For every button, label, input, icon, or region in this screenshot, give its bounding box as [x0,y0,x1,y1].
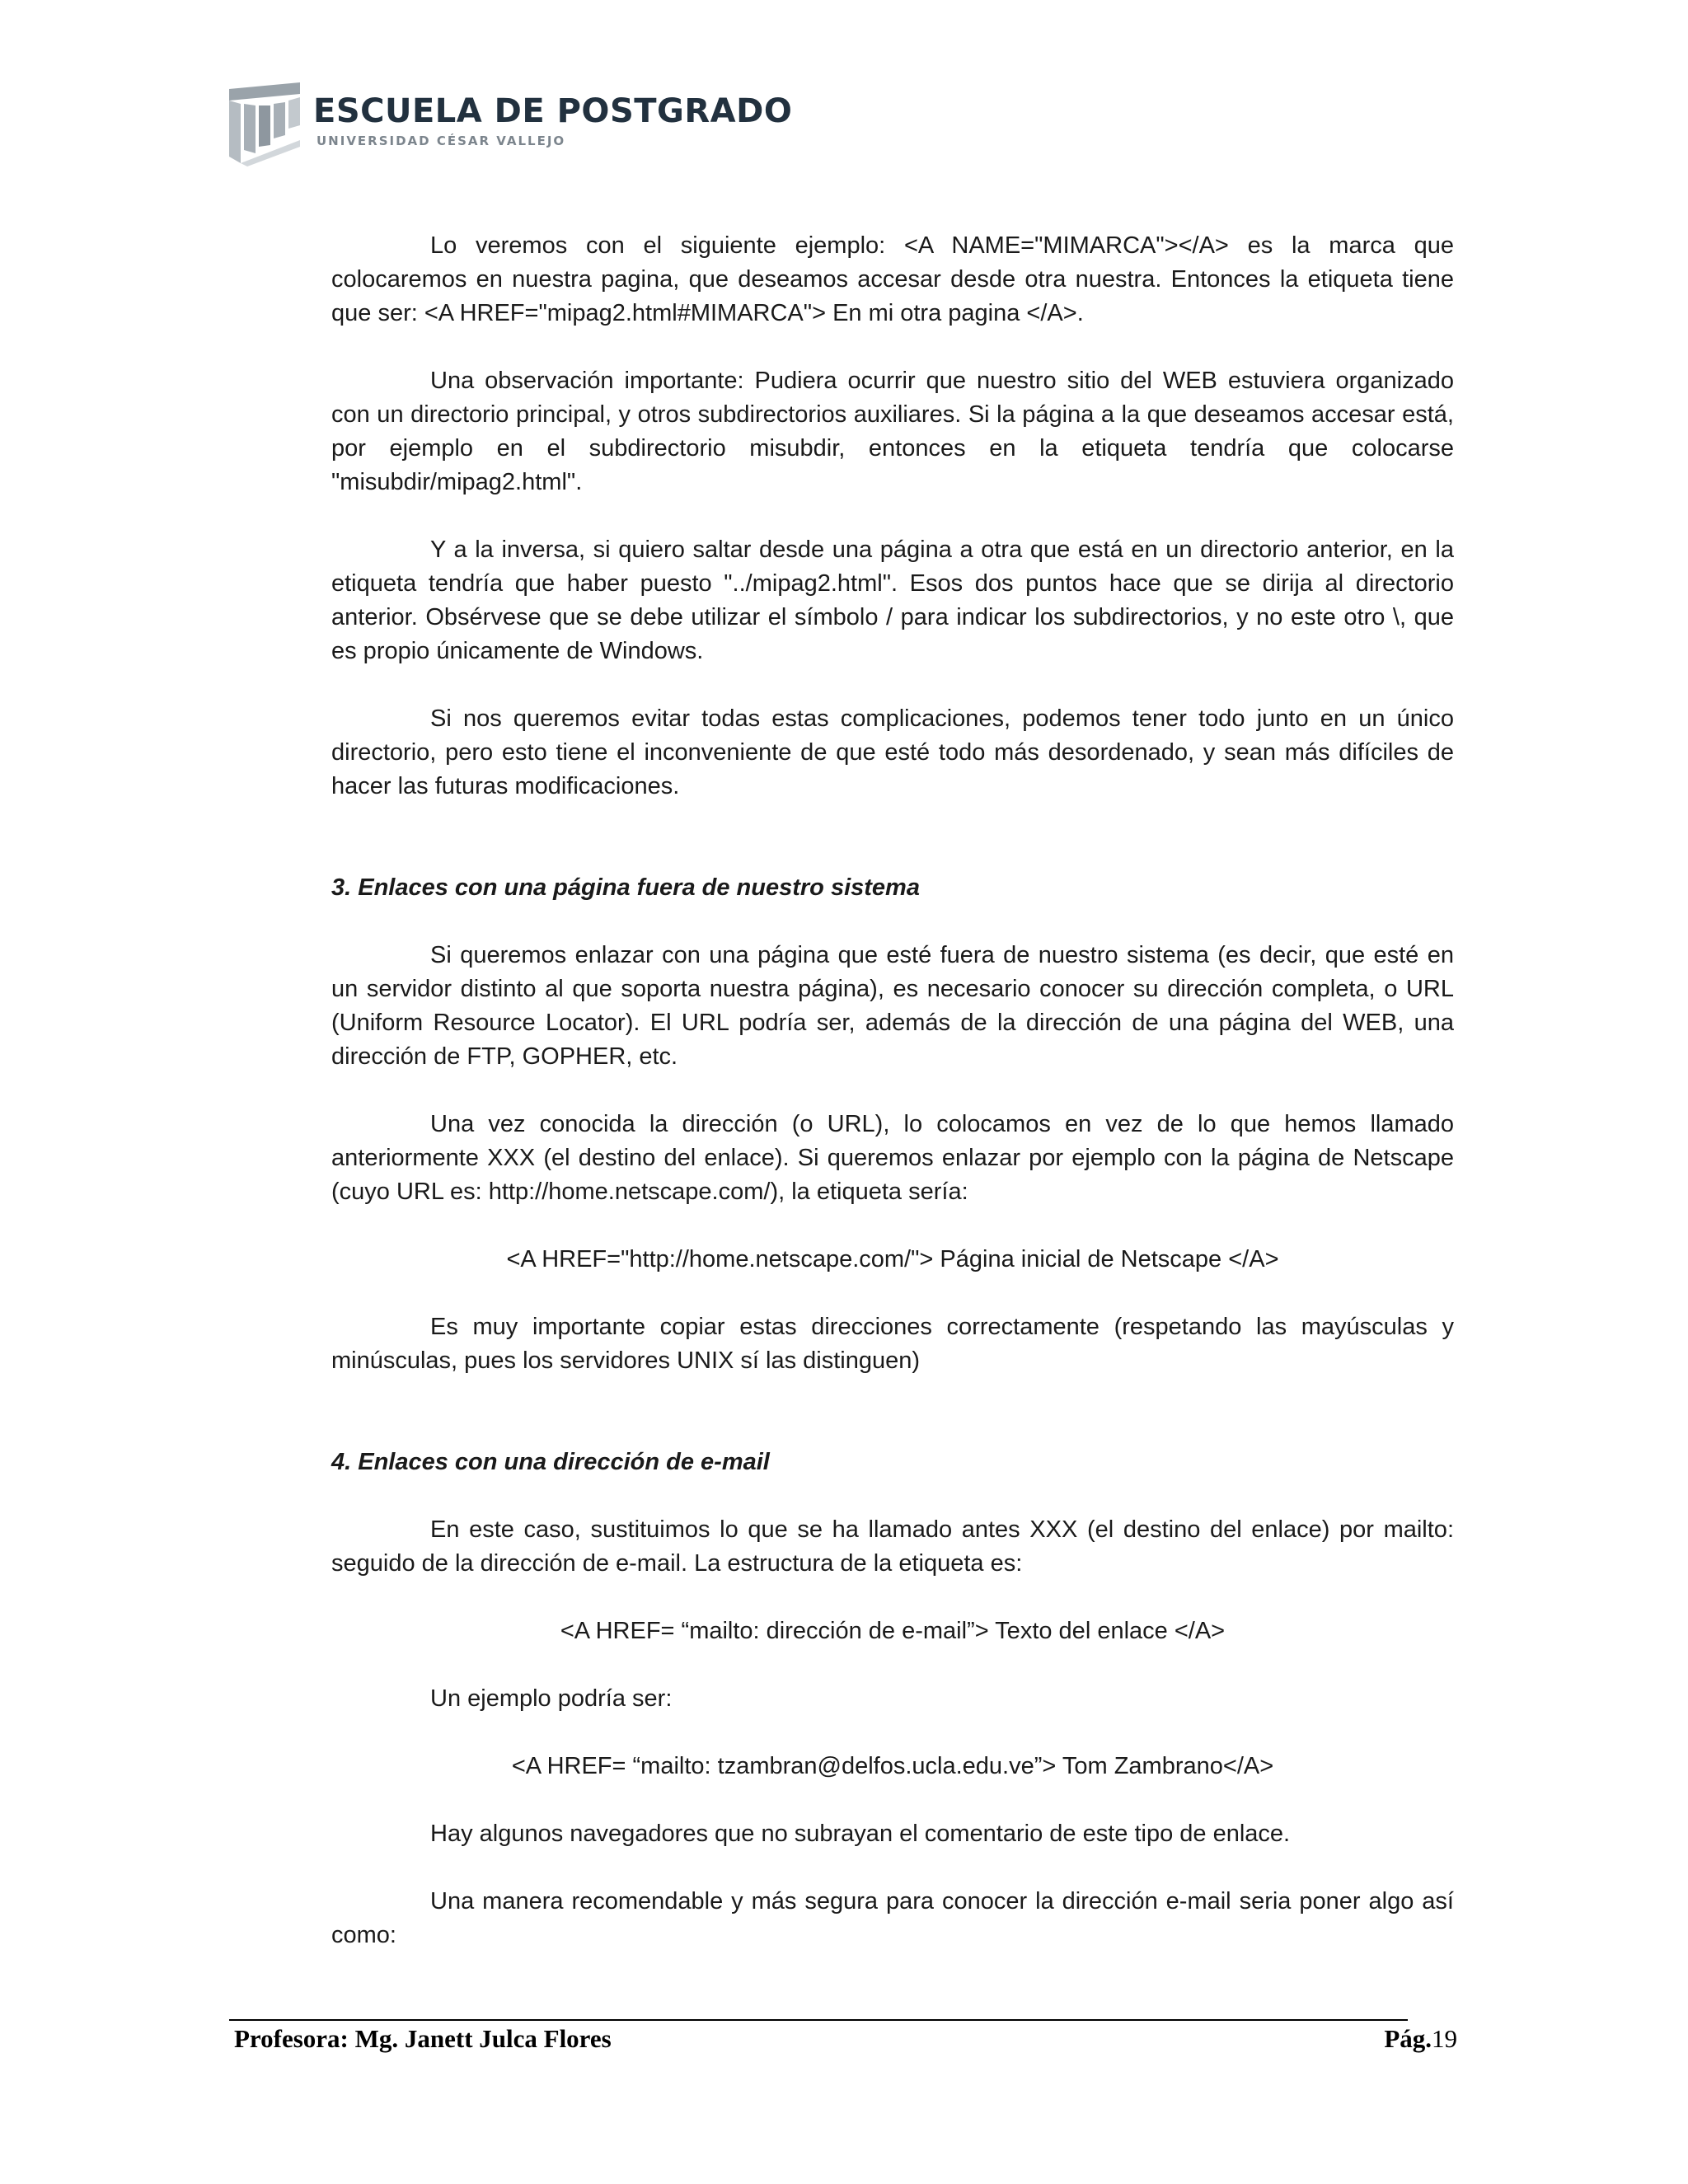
header-logo [224,79,793,170]
paragraph: Y a la inversa, si quiero saltar desde una página a otra que está en un directorio anterior, en la etiqueta tendría que haber puesto "../mipag2.html". Esos dos puntos hace que se dirija al directorio anterior. Obsérvese que se debe utilizar el símbolo / para indicar los subdirectorios, y no este otro \, que es propio únicamente de Windows. [331,537,1454,664]
code-example: <A HREF= “mailto: dirección de e-mail”> Texto del enlace </A> [560,1618,1226,1644]
paragraph: Un ejemplo podría ser: [430,1685,673,1712]
code-example: <A HREF="http://home.netscape.com/"> Página inicial de Netscape </A> [506,1246,1279,1272]
section-heading: 4. Enlaces con una dirección de e-mail [331,1449,770,1475]
page-number [1384,2024,1457,2054]
paragraph: Una observación importante: Pudiera ocurrir que nuestro sitio del WEB estuviera organizado con un directorio principal, y otros subdirectorios auxiliares. Si la página a la que deseamos accesar está, por ejemplo en el subdirectorio misubdir, entonces en la etiqueta tendría que colocarse "misubdir/mipag2.html". [331,368,1454,495]
footer-divider [229,2019,1408,2021]
paragraph: Lo veremos con el siguiente ejemplo: <A NAME="MIMARCA"></A> es la marca que colocaremos en nuestra pagina, que deseamos accesar desde otra nuestra. Entonces la etiqueta tiene que ser: <A HREF="mipag2.html#MIMARCA"> En mi otra pagina </A>. [331,232,1454,326]
paragraph: Es muy importante copiar estas direcciones correctamente (respetando las mayúsculas y minúsculas, pues los servidores UNIX sí las distinguen) [331,1314,1454,1374]
code-example: <A HREF= “mailto: tzambran@delfos.ucla.edu.ve”> Tom Zambrano</A> [511,1753,1274,1779]
logo-subtitle: UNIVERSIDAD CÉSAR VALLEJO [316,134,566,148]
university-logo-icon [224,82,305,166]
paragraph: En este caso, sustituimos lo que se ha llamado antes XXX (el destino del enlace) por mailto: seguido de la dirección de e-mail. La estructura de la etiqueta es: [331,1516,1454,1577]
paragraph: Hay algunos navegadores que no subrayan el comentario de este tipo de enlace. [430,1821,1291,1847]
document-body [331,229,1454,1952]
paragraph: Una manera recomendable y más segura para conocer la dirección e-mail seria poner algo así como: [331,1888,1454,1948]
page-label: Pág. [1384,2024,1432,2053]
footer-teacher: Profesora: Mg. Janett Julca Flores [234,2024,612,2053]
page-number-value: 19 [1432,2024,1457,2053]
section-heading: 3. Enlaces con una página fuera de nuestro sistema [331,874,920,901]
paragraph: Si queremos enlazar con una página que esté fuera de nuestro sistema (es decir, que esté en un servidor distinto al que soporta nuestra página), es necesario conocer su dirección completa, o URL (Uniform Resource Locator). El URL podría ser, además de la dirección de una página del WEB, una dirección de FTP, GOPHER, etc. [331,942,1454,1070]
paragraph: Si nos queremos evitar todas estas complicaciones, podemos tener todo junto en un único directorio, pero esto tiene el inconveniente de que esté todo más desordenado, y sean más difíciles de hacer las futuras modificaciones. [331,705,1454,799]
logo-title: ESCUELA DE POSTGRADO [313,92,793,130]
paragraph: Una vez conocida la dirección (o URL), lo colocamos en vez de lo que hemos llamado anteriormente XXX (el destino del enlace). Si queremos enlazar por ejemplo con la página de Netscape (cuyo URL es: http://home.netscape.com/), la etiqueta sería: [331,1111,1454,1205]
